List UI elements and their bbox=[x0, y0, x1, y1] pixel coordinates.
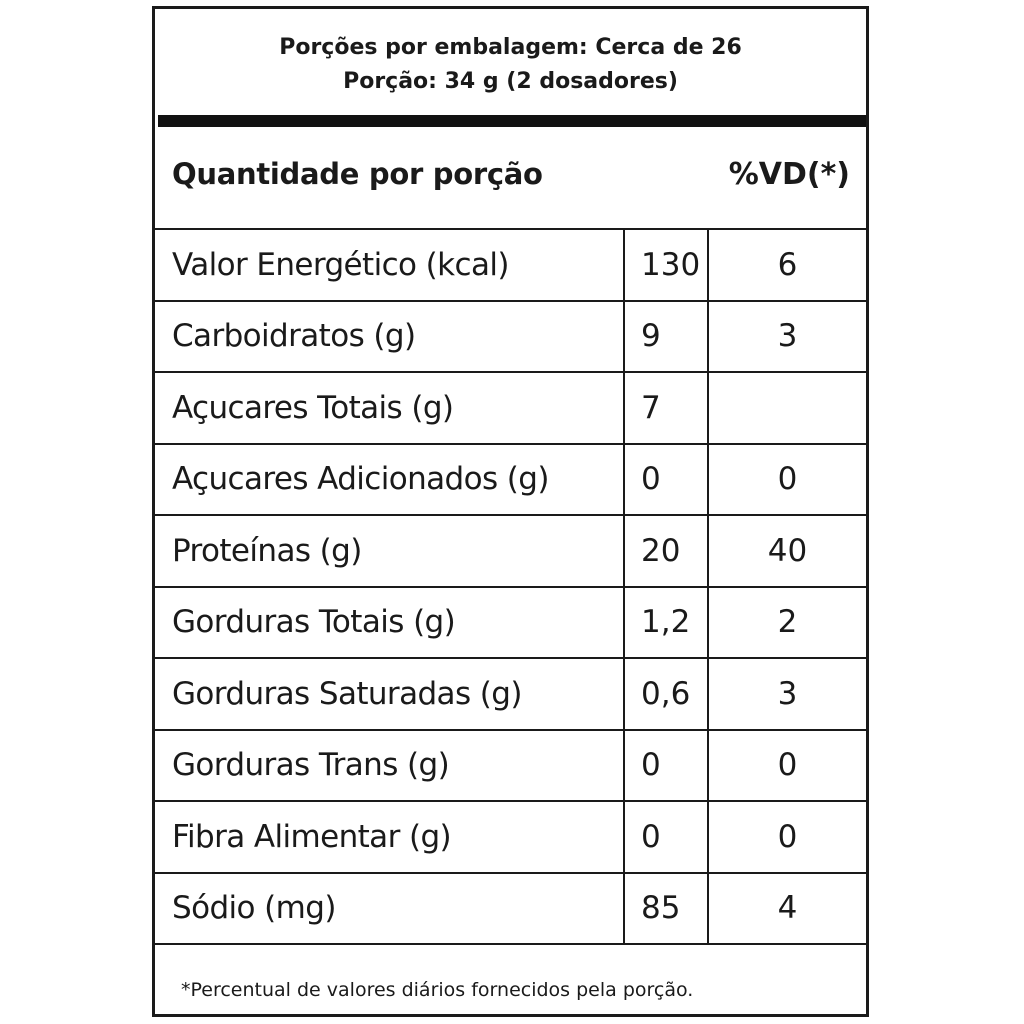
nutrient-row bbox=[155, 659, 866, 731]
nutrient-amount: 0 bbox=[623, 445, 709, 515]
nutrient-amount: 85 bbox=[623, 874, 709, 944]
nutrient-daily-value: 0 bbox=[777, 461, 798, 498]
serving-size: Porção: 34 g (2 dosadores) bbox=[343, 69, 678, 94]
nutrient-amount: 0,6 bbox=[623, 659, 709, 729]
nutrient-amount: 0 bbox=[623, 802, 709, 872]
column-headings bbox=[155, 127, 866, 230]
nutrient-amount: 7 bbox=[623, 373, 709, 443]
nutrient-daily-value: 0 bbox=[777, 818, 798, 855]
nutrient-amount: 130 bbox=[623, 230, 709, 300]
nutrient-row bbox=[155, 731, 866, 803]
nutrient-amount: 0 bbox=[623, 731, 709, 801]
nutrient-amount: 9 bbox=[623, 302, 709, 372]
nutrient-row bbox=[155, 230, 866, 302]
nutrient-daily-value bbox=[709, 373, 866, 443]
nutrient-row bbox=[155, 874, 866, 946]
servings-per-package: Porções por embalagem: Cerca de 26 bbox=[279, 35, 742, 60]
nutrient-name: Fibra Alimentar (g) bbox=[172, 818, 452, 855]
nutrient-daily-value: 2 bbox=[777, 604, 798, 641]
thick-divider bbox=[158, 115, 866, 127]
nutrient-daily-value: 6 bbox=[777, 246, 798, 283]
nutrient-daily-value: 0 bbox=[777, 747, 798, 784]
nutrient-name: Gorduras Trans (g) bbox=[172, 747, 450, 784]
nutrient-name: Carboidratos (g) bbox=[172, 318, 416, 355]
nutrient-amount: 1,2 bbox=[623, 588, 709, 658]
nutrient-name: Sódio (mg) bbox=[172, 890, 336, 927]
nutrient-table bbox=[155, 230, 866, 945]
nutrient-name: Proteínas (g) bbox=[172, 532, 362, 569]
nutrient-name: Gorduras Totais (g) bbox=[172, 604, 456, 641]
nutrient-daily-value: 4 bbox=[777, 890, 798, 927]
nutrient-row bbox=[155, 373, 866, 445]
nutrient-daily-value: 40 bbox=[767, 532, 808, 569]
nutrition-facts-label bbox=[152, 6, 869, 1017]
serving-info-header bbox=[155, 9, 866, 114]
footnote: *Percentual de valores diários fornecidos pela porção. bbox=[181, 979, 694, 1001]
quantity-per-serving-heading: Quantidade por porção bbox=[172, 157, 543, 191]
nutrient-row bbox=[155, 588, 866, 660]
nutrient-daily-value: 3 bbox=[777, 318, 798, 355]
nutrient-row bbox=[155, 516, 866, 588]
nutrient-name: Açucares Adicionados (g) bbox=[172, 461, 549, 498]
daily-value-heading: %VD(*) bbox=[728, 157, 850, 192]
nutrient-row bbox=[155, 445, 866, 517]
nutrient-amount: 20 bbox=[623, 516, 709, 586]
nutrient-row bbox=[155, 802, 866, 874]
nutrient-daily-value: 3 bbox=[777, 675, 798, 712]
nutrient-name: Valor Energético (kcal) bbox=[172, 246, 509, 283]
nutrient-name: Açucares Totais (g) bbox=[172, 389, 454, 426]
nutrient-name: Gorduras Saturadas (g) bbox=[172, 675, 522, 712]
nutrient-row bbox=[155, 302, 866, 374]
